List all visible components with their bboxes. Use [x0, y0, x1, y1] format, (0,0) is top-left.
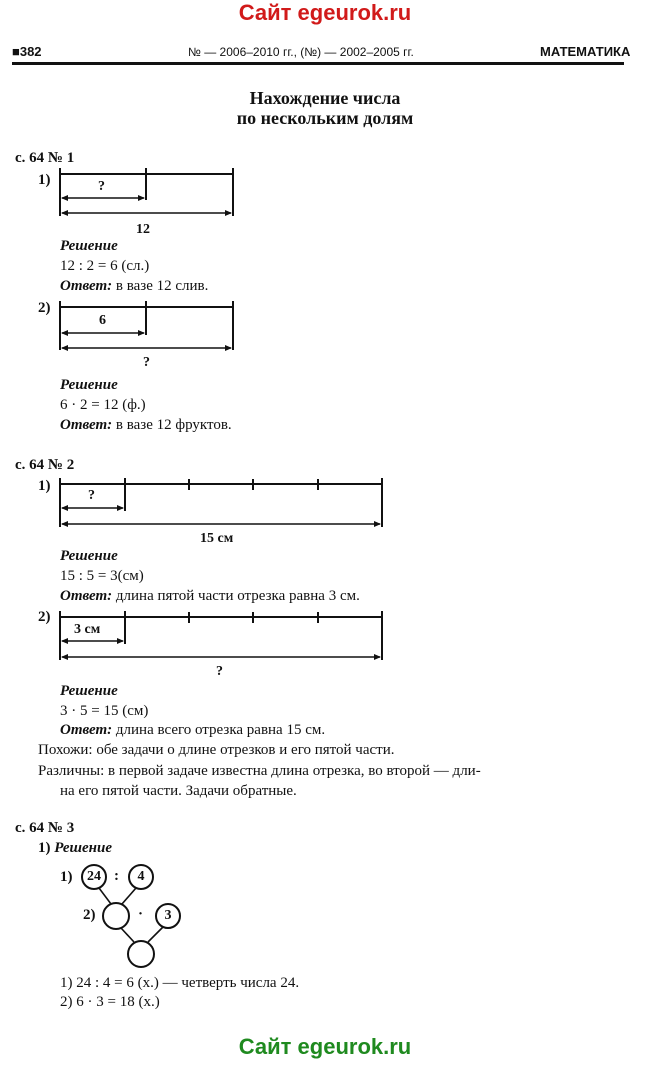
answer-label: Ответ:: [60, 278, 113, 294]
page-title-line1: Нахождение числа: [249, 88, 401, 108]
task1-part2-solution-label: Решение: [60, 377, 118, 393]
task3-solution-label: Решение: [54, 840, 113, 856]
task1-part2-calculation: 6 · 2 = 12 (ф.): [60, 397, 146, 413]
answer-text: в вазе 12 слив.: [112, 278, 209, 294]
task1-part1-calculation: 12 : 2 = 6 (сл.): [60, 258, 150, 274]
tree-value-24: 24: [87, 869, 101, 884]
task2-part2-calculation: 3 · 5 = 15 (см): [60, 703, 149, 719]
task2-part1-whole-label: 15 см: [200, 531, 234, 546]
task2-part1-solution-label: Решение: [60, 548, 118, 564]
tree-value-4: 4: [137, 869, 145, 884]
page-number: ■382: [12, 44, 42, 59]
task1-part1-whole-label: 12: [136, 222, 150, 237]
tree-edge: [122, 888, 136, 904]
task2-part2-whole-label: ?: [216, 664, 223, 679]
site-watermark-top[interactable]: Сайт egeurok.ru: [238, 0, 412, 25]
task2-differences-line2: на его пятой части. Задачи обратные.: [60, 783, 297, 799]
task3-step2-text: 2) 6 · 3 = 18 (х.): [60, 994, 160, 1010]
task1-part2-number: 2): [38, 300, 51, 316]
header-subject: МАТЕМАТИКА: [540, 44, 631, 59]
task2-part2-solution-label: Решение: [60, 683, 118, 699]
task1-heading: с. 64 № 1: [15, 150, 75, 166]
tree-operator-multiply: ·: [138, 906, 144, 922]
answer-text: длина пятой части отрезка равна 3 см.: [112, 588, 360, 604]
task3-solution-number: 1): [38, 840, 51, 856]
task2-part2-number: 2): [38, 609, 51, 625]
tree-node-result-1: [103, 903, 129, 929]
tree-operator-divide: :: [114, 868, 119, 884]
answer-text: в вазе 12 фруктов.: [112, 417, 232, 433]
tree-value-3: 3: [164, 908, 172, 923]
answer-label: Ответ:: [60, 722, 113, 738]
tree-step1-label: 1): [60, 869, 73, 885]
answer-label: Ответ:: [60, 417, 113, 433]
page-title-line2: по нескольким долям: [236, 108, 414, 128]
tree-edge: [99, 888, 111, 904]
task1-part1-solution-label: Решение: [60, 238, 118, 254]
header-note: № — 2006–2010 гг., (№) — 2002–2005 гг.: [188, 45, 414, 59]
task2-heading: с. 64 № 2: [15, 457, 75, 473]
tree-edge: [148, 927, 163, 942]
task3-heading: с. 64 № 3: [15, 820, 75, 836]
task1-part1-part-label: ?: [98, 179, 105, 194]
task2-part1-calculation: 15 : 5 = 3(см): [60, 568, 144, 584]
task2-similar-text: Похожи: обе задачи о длине отрезков и его пятой части.: [38, 742, 395, 758]
task3-step1-text: 1) 24 : 4 = 6 (х.) — четверть числа 24.: [60, 975, 300, 991]
tree-node-result-2: [128, 941, 154, 967]
task2-part2-part-label: 3 см: [74, 622, 101, 637]
task1-part2-whole-label: ?: [143, 355, 150, 370]
tree-step2-label: 2): [83, 907, 96, 923]
task2-part1-part-label: ?: [88, 488, 95, 503]
tree-edge: [121, 928, 134, 942]
answer-label: Ответ:: [60, 588, 113, 604]
task1-part1-number: 1): [38, 172, 51, 188]
task1-part2-part-label: 6: [99, 313, 106, 328]
task2-differences-line1: Различны: в первой задаче известна длина отрезка, во второй — дли-: [38, 763, 481, 779]
site-watermark-bottom[interactable]: Сайт egeurok.ru: [238, 1034, 412, 1059]
answer-text: длина всего отрезка равна 15 см.: [112, 722, 326, 738]
task2-part1-number: 1): [38, 478, 51, 494]
